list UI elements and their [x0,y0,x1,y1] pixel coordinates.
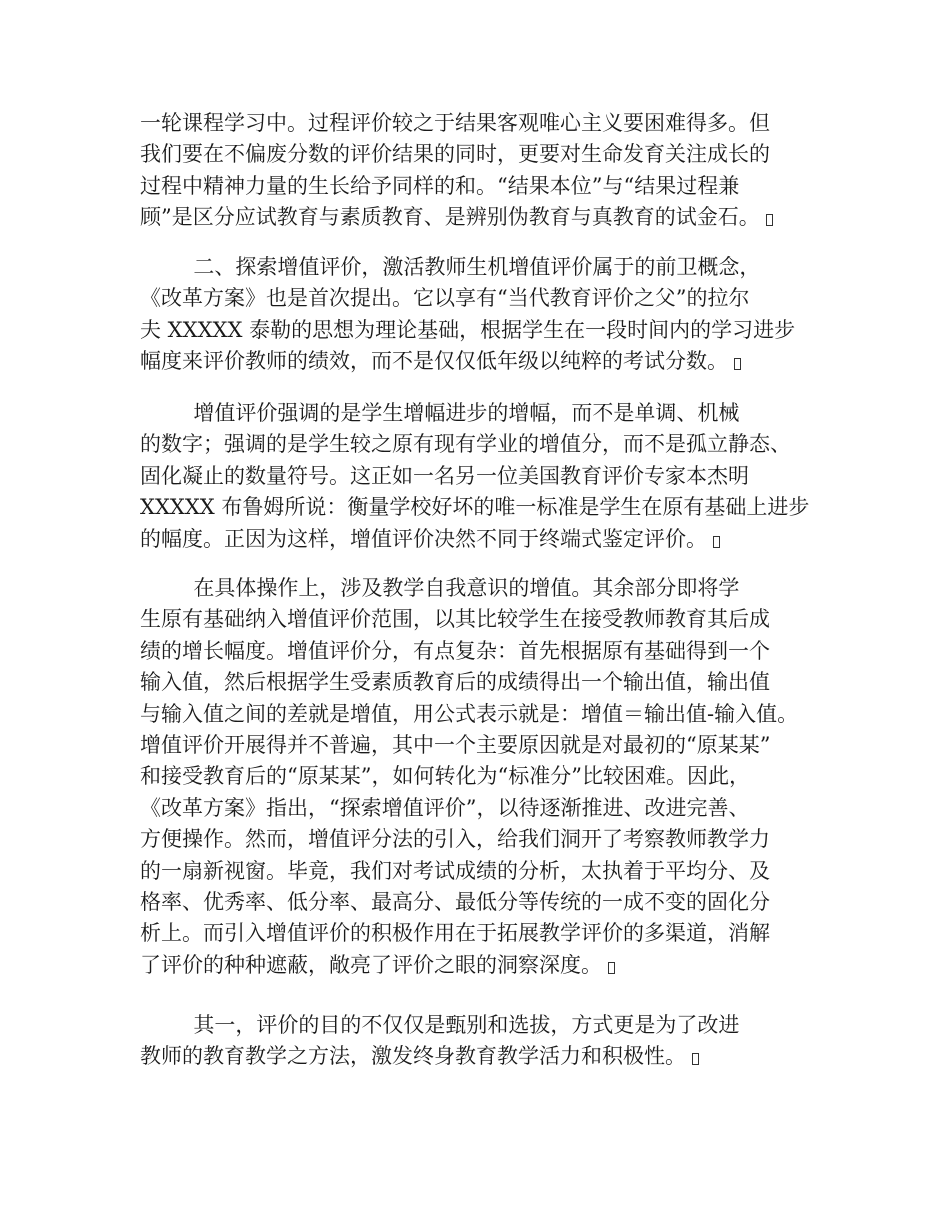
text-line: 绩的增长幅度。增值评价分，有点复杂：首先根据原有基础得到一个 [140,638,770,663]
text-line: 和接受教育后的“原某某”，如何转化为“标准分”比较困难。因此， [140,764,750,789]
text-line [140,1041,840,1072]
text-line: 格率、优秀率、低分率、最高分、最低分等传统的一成不变的固化分 [140,889,770,914]
paragraph-mark-icon [692,1053,699,1065]
text-line: 其一，评价的目的不仅仅是甄别和选拔，方式更是为了改进 [140,1013,740,1037]
text-line: 过程中精神力量的生长给予同样的和。“结果本位”与“结果过程兼 [140,173,740,198]
paragraph-process-evaluation [140,108,840,234]
text-line-content: 顾”是区分应试教育与素质教育、是辨别伪教育与真教育的试金石。 [140,205,760,230]
section-heading-line: 二、探索增值评价，激活教师生机增值评价属于的前卫概念， [140,255,761,279]
text-line: 输入值，然后根据学生受素质教育后的成绩得出一个输出值，输出值 [140,670,770,695]
text-line-content: 幅度来评价教师的绩效，而不是仅仅低年级以纯粹的考试分数。 [140,349,728,374]
text-line: XXXXX 布鲁姆所说：衡量学校好坏的唯一标准是学生在原有基础上进步 [140,495,810,520]
paragraph-mark-icon [734,358,741,370]
paragraph-mark-icon [766,214,773,226]
text-line-content: 了评价的种种遮蔽，敞亮了评价之眼的洞察深度。 [140,952,602,977]
text-line: 方便操作。然而，增值评分法的引入，给我们洞开了考察教师教学力 [140,827,770,852]
text-line [140,346,840,377]
text-line [140,202,840,233]
text-line: 一轮课程学习中。过程评价较之于结果客观唯心主义要困难得多。但 [140,111,770,135]
text-line: 夫 XXXXX 泰勒的思想为理论基础，根据学生在一段时间内的学习进步 [140,317,796,342]
text-line: 增值评价开展得并不普遍，其中一个主要原因就是对最初的“原某某” [140,732,771,757]
paragraph-mark-icon [608,962,615,974]
text-line-content: 的幅度。正因为这样，增值评价决然不同于终端式鉴定评价。 [140,526,707,551]
text-line [140,524,840,555]
text-line-content: 教师的教育教学之方法，激发终身教育教学活力和积极性。 [140,1044,686,1069]
text-line: 的数字；强调的是学生较之原有现有学业的增值分，而不是孤立静态、 [140,432,791,457]
text-line: 《改革方案》也是首次提出。它以享有“当代教育评价之父”的拉尔 [140,286,750,311]
text-line: 的一扇新视窗。毕竟，我们对考试成绩的分析，太执着于平均分、及 [140,858,770,883]
text-line: 增值评价强调的是学生增幅进步的增幅，而不是单调、机械 [140,401,740,425]
text-line: 析上。而引入增值评价的积极作用在于拓展教学评价的多渠道，消解 [140,921,770,946]
text-line: 生原有基础纳入增值评价范围，以其比较学生在接受教师教育其后成 [140,607,770,632]
text-line: 固化凝止的数量符号。这正如一名另一位美国教育评价专家本杰明 [140,463,749,488]
paragraph-evaluation-purpose [140,1010,840,1073]
paragraph-mark-icon [713,536,720,548]
text-line: 在具体操作上，涉及教学自我意识的增值。其余部分即将学 [140,576,740,600]
text-line [140,950,840,981]
text-line: 《改革方案》指出，“探索增值评价”，以待逐渐推进、改进完善、 [140,795,750,820]
text-line: 我们要在不偏废分数的评价结果的同时，更要对生命发育关注成长的 [140,142,770,167]
text-line: 与输入值之间的差就是增值，用公式表示就是：增值＝输出值-输入值。 [140,701,799,726]
paragraph-value-added-intro [140,252,840,378]
paragraph-value-added-emphasis [140,398,840,555]
paragraph-operation [140,573,840,981]
